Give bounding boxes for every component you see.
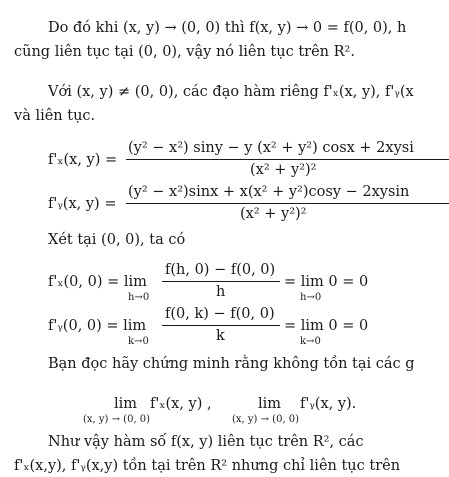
equation-3-rhs: = lim 0 = 0 [284, 274, 369, 290]
equation-1-denominator: (x² + y²)² [250, 162, 317, 178]
equation-1-numerator: (y² − x²) siny − y (x² + y²) cosx + 2xysi [128, 140, 414, 156]
limit-2-subscript: (x, y) → (0, 0) [232, 414, 300, 425]
limit-2-operator: lim [258, 396, 282, 412]
equation-2-fraction-bar [126, 203, 449, 204]
paragraph-2-line-1: Với (x, y) ≠ (0, 0), các đạo hàm riêng f'ₓ(x, y), f'ᵧ(x [48, 84, 414, 100]
equation-4-lhs: f'ᵧ(0, 0) = lim [48, 318, 147, 334]
paragraph-1-line-1: Do đó khi (x, y) → (0, 0) thì f(x, y) → 0 = f(0, 0), h [48, 20, 407, 36]
paragraph-3: Xét tại (0, 0), ta có [48, 232, 186, 248]
limit-1-subscript: (x, y) → (0, 0) [83, 414, 151, 425]
paragraph-1-line-2: cũng liên tục tại (0, 0), vậy nó liên tục trên R². [14, 44, 355, 60]
limit-1-operator: lim [114, 396, 138, 412]
equation-3-denominator: h [216, 284, 226, 300]
limit-2-expression: f'ᵧ(x, y). [300, 396, 357, 412]
equation-3-rhs-subscript: h→0 [300, 292, 322, 303]
equation-3-lim-subscript: h→0 [128, 292, 150, 303]
paragraph-5-line-1: Như vậy hàm số f(x, y) liên tục trên R², các [48, 434, 364, 450]
paragraph-4: Bạn đọc hãy chứng minh rằng không tồn tại các g [48, 356, 415, 372]
paragraph-2-line-2: và liên tục. [14, 108, 96, 124]
equation-3-fraction-bar [162, 281, 280, 282]
equation-1-lhs: f'ₓ(x, y) = [48, 152, 118, 168]
equation-2-numerator: (y² − x²)sinx + x(x² + y²)cosy − 2xysin [128, 184, 410, 200]
equation-4-fraction-bar [162, 325, 280, 326]
equation-2-lhs: f'ᵧ(x, y) = [48, 196, 117, 212]
paragraph-5-line-2: f'ₓ(x,y), f'ᵧ(x,y) tồn tại trên R² nhưng chỉ liên tục trên [14, 458, 401, 474]
equation-4-denominator: k [216, 328, 225, 344]
equation-2-denominator: (x² + y²)² [240, 206, 307, 222]
limit-1-expression: f'ₓ(x, y) , [150, 396, 212, 412]
equation-4-numerator: f(0, k) − f(0, 0) [165, 306, 275, 322]
equation-3-lhs: f'ₓ(0, 0) = lim [48, 274, 147, 290]
equation-4-rhs: = lim 0 = 0 [284, 318, 369, 334]
equation-1-fraction-bar [126, 159, 449, 160]
equation-4-lim-subscript: k→0 [128, 336, 149, 347]
equation-4-rhs-subscript: k→0 [300, 336, 321, 347]
equation-3-numerator: f(h, 0) − f(0, 0) [165, 262, 276, 278]
